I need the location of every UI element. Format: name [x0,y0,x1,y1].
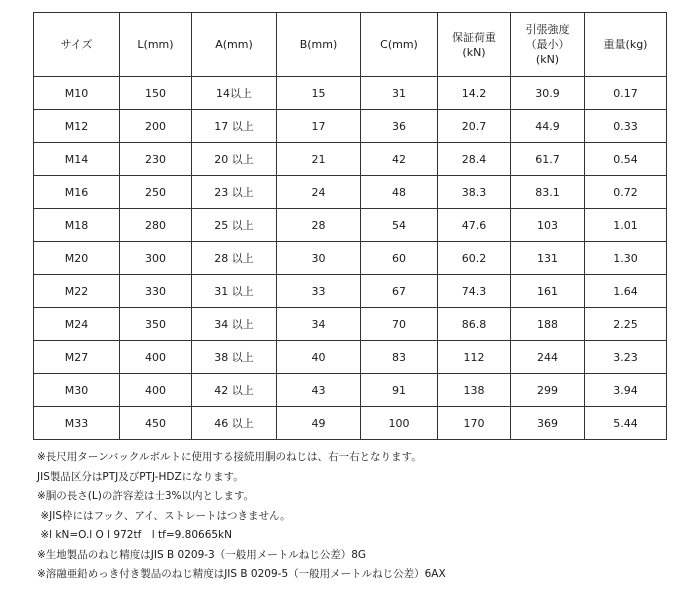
table-row [34,308,667,341]
table-cell: M14 [34,143,120,176]
spec-table [33,12,667,440]
table-cell: 400 [120,374,192,407]
table-cell: 5.44 [585,407,667,440]
note-line: ※JIS枠にはフック、アイ、ストレートはつきません。 [37,509,291,522]
table-cell: 200 [120,110,192,143]
table-cell: 30 [277,242,361,275]
table-cell: 38 以上 [192,341,277,374]
header-row [34,13,667,77]
table-cell: 31 [361,77,438,110]
column-header-line: A(mm) [215,38,253,51]
table-cell: 34 以上 [192,308,277,341]
table-cell: 170 [438,407,511,440]
table-cell: 1.30 [585,242,667,275]
table-cell: 24 [277,176,361,209]
column-header-line: L(mm) [137,38,174,51]
table-cell: 28 [277,209,361,242]
table-cell: 42 以上 [192,374,277,407]
column-header [34,13,120,77]
note-line: ※生地製品のねじ精度はJIS B 0209-3（一般用メートルねじ公差）8G [37,548,367,561]
table-row [34,77,667,110]
table-cell: 250 [120,176,192,209]
table-cell: 150 [120,77,192,110]
column-header [361,13,438,77]
table-cell: M16 [34,176,120,209]
note-line: ※溶融亜鉛めっき付き製品のねじ精度はJIS B 0209-5（一般用メートルねじ公差）6AX [37,568,446,580]
table-cell: 47.6 [438,209,511,242]
table-cell: 369 [511,407,585,440]
table-cell: 300 [120,242,192,275]
table-cell: 2.25 [585,308,667,341]
table-cell: 60.2 [438,242,511,275]
table-cell: 330 [120,275,192,308]
table-row [34,143,667,176]
table-cell: 60 [361,242,438,275]
column-header-line: C(mm) [380,38,418,51]
table-cell: 33 [277,275,361,308]
table-cell: 17 [277,110,361,143]
table-cell: M12 [34,110,120,143]
table-cell: 74.3 [438,275,511,308]
column-header [192,13,277,77]
table-cell: 28.4 [438,143,511,176]
table-cell: 0.72 [585,176,667,209]
column-header-line: 保証荷重 [452,30,496,44]
table-cell: 54 [361,209,438,242]
table-cell: 86.8 [438,308,511,341]
table-row [34,110,667,143]
table-cell: 0.54 [585,143,667,176]
table-cell: M24 [34,308,120,341]
table-cell: 450 [120,407,192,440]
note-line: ※胴の長さ(L)の許容差は士3%以内とします。 [37,490,255,502]
column-header-line: （最小） [525,38,570,51]
table-cell: 1.01 [585,209,667,242]
table-cell: 14.2 [438,77,511,110]
table-cell: M30 [34,374,120,407]
table-cell: 103 [511,209,585,242]
table-row [34,275,667,308]
table-cell: 17 以上 [192,110,277,143]
table-cell: 67 [361,275,438,308]
note-line: JIS製品区分はPTJ及びPTJ-HDZになります。 [37,470,244,483]
table-row [34,209,667,242]
table-row [34,341,667,374]
table-cell: 21 [277,143,361,176]
table-cell: 1.64 [585,275,667,308]
table-cell: 3.94 [585,374,667,407]
table-cell: M22 [34,275,120,308]
note-line: ※l kN=O.l O l 972tf l tf=9.80665kN [37,529,232,541]
table-cell: 46 以上 [192,407,277,440]
table-cell: 30.9 [511,77,585,110]
table-cell: 25 以上 [192,209,277,242]
note-line: ※長尺用ターンバックルボルトに使用する接続用胴のねじは、右一右となります。 [37,451,422,463]
table-cell: 230 [120,143,192,176]
column-header-line: (kN) [462,45,486,59]
table-cell: 43 [277,374,361,407]
column-header [511,13,585,77]
table-cell: 188 [511,308,585,341]
notes [37,448,677,585]
table-row [34,407,667,440]
table-cell: 20.7 [438,110,511,143]
table-cell: 31 以上 [192,275,277,308]
table-row [34,242,667,275]
table-cell: 34 [277,308,361,341]
column-header [120,13,192,77]
table-row [34,176,667,209]
column-header-line: サイズ [60,38,93,51]
table-cell: 83.1 [511,176,585,209]
table-cell: 299 [511,374,585,407]
table-cell: 38.3 [438,176,511,209]
column-header-line: B(mm) [299,38,338,51]
table-body [34,77,667,440]
table-cell: 36 [361,110,438,143]
table-cell: 14以上 [192,77,277,110]
table-cell: 0.17 [585,77,667,110]
table-cell: 112 [438,341,511,374]
table-cell: 161 [511,275,585,308]
table-cell: 3.23 [585,341,667,374]
table-cell: M20 [34,242,120,275]
column-header [438,13,511,77]
table-row [34,374,667,407]
table-cell: 40 [277,341,361,374]
table-cell: 131 [511,242,585,275]
column-header-line: (kN) [535,53,560,66]
table-cell: M10 [34,77,120,110]
table-cell: 83 [361,341,438,374]
table-cell: 23 以上 [192,176,277,209]
table-cell: 48 [361,176,438,209]
table-cell: 15 [277,77,361,110]
table-cell: M27 [34,341,120,374]
table-cell: 350 [120,308,192,341]
table-cell: 280 [120,209,192,242]
column-header [277,13,361,77]
table-cell: 100 [361,407,438,440]
table-cell: M18 [34,209,120,242]
table-cell: 28 以上 [192,242,277,275]
table-cell: 138 [438,374,511,407]
table-cell: 400 [120,341,192,374]
column-header-line: 引張強度 [525,23,570,36]
table-cell: M33 [34,407,120,440]
table-cell: 49 [277,407,361,440]
table-cell: 244 [511,341,585,374]
table-cell: 20 以上 [192,143,277,176]
column-header-line: 重量(kg) [603,38,648,51]
table-cell: 42 [361,143,438,176]
table-cell: 70 [361,308,438,341]
table-cell: 91 [361,374,438,407]
column-header [585,13,667,77]
table-cell: 61.7 [511,143,585,176]
table-cell: 0.33 [585,110,667,143]
table-cell: 44.9 [511,110,585,143]
